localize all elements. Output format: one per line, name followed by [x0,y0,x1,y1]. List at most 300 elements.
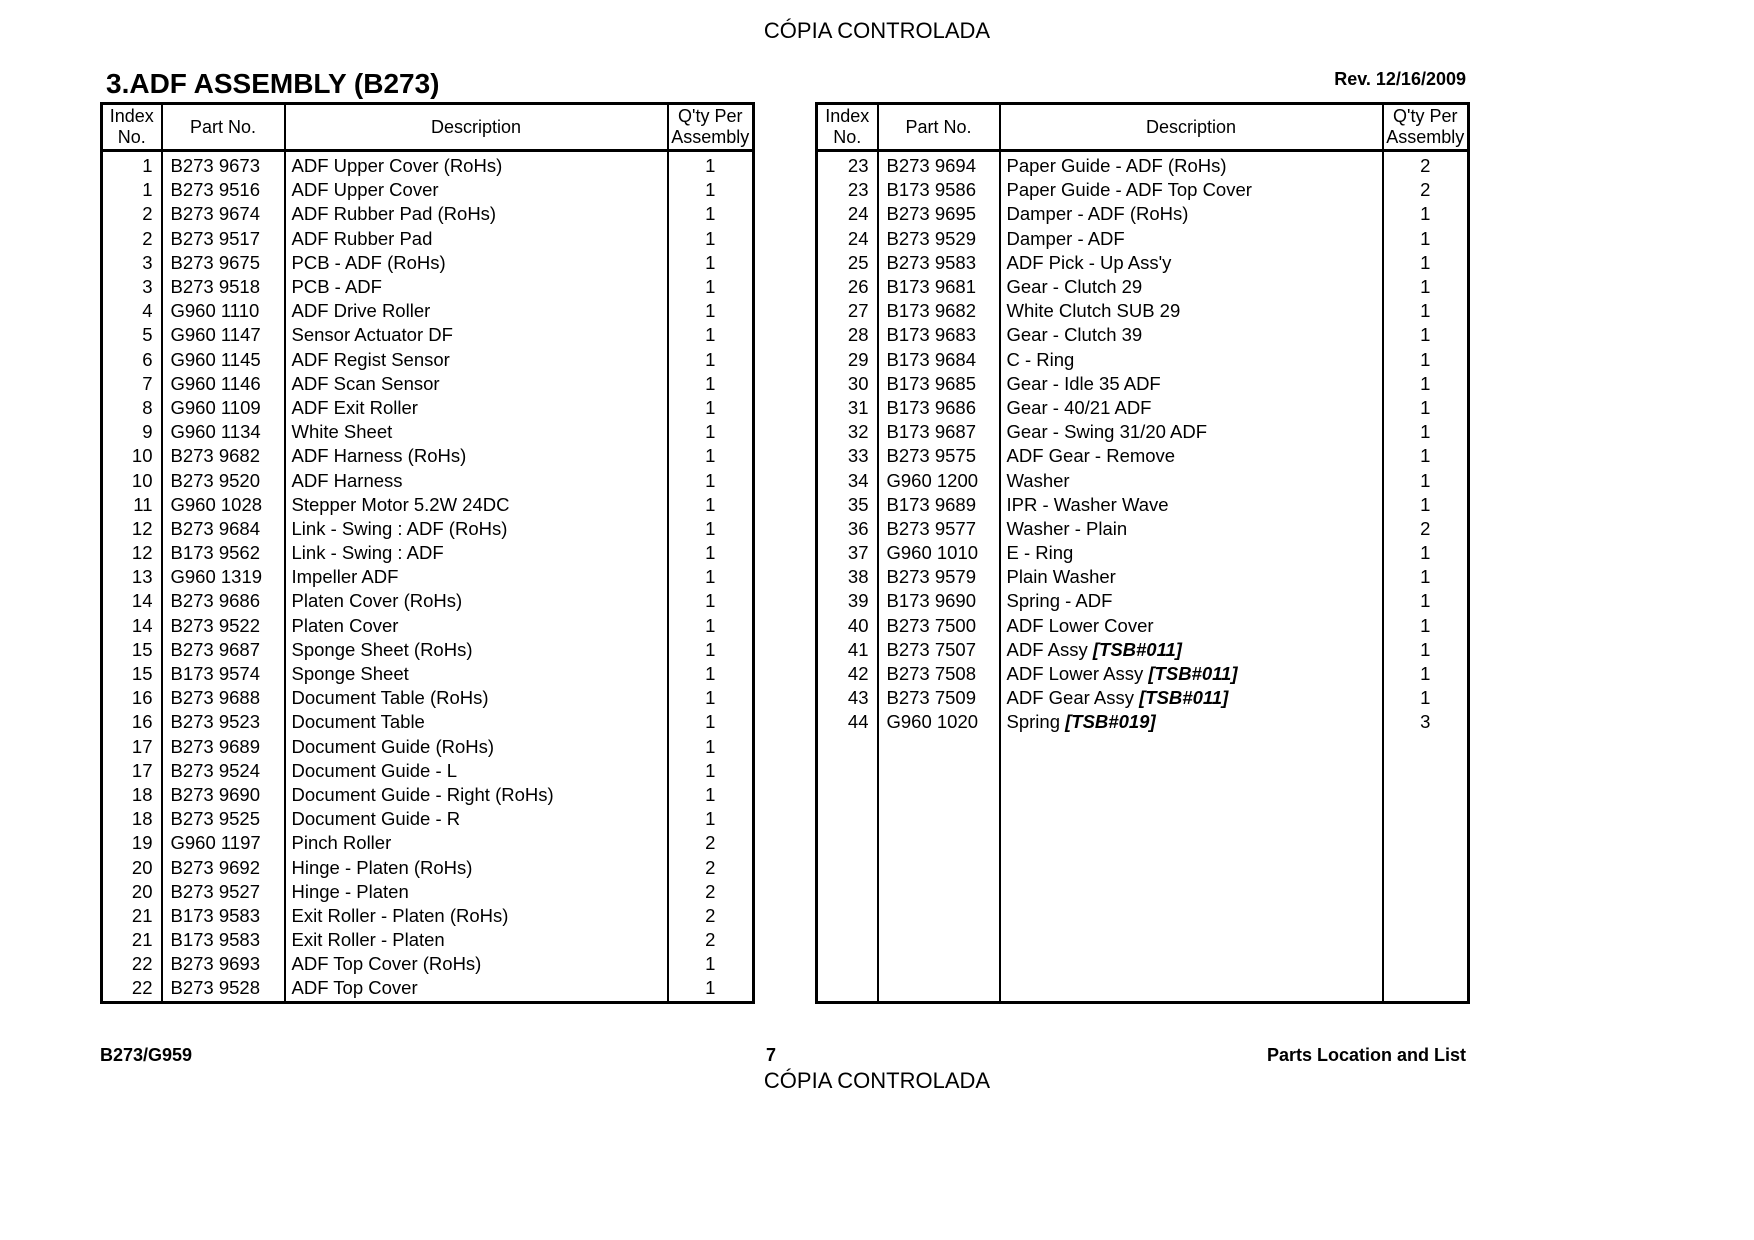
index-cell: 30 [817,372,878,396]
index-cell [817,807,878,831]
footer-model: B273/G959 [100,1045,193,1065]
part-number-cell: B273 7508 [878,662,1000,686]
table-row [102,976,754,1002]
quantity-cell: 1 [668,493,754,517]
index-cell [817,855,878,879]
description-cell [285,735,668,759]
part-number-cell [878,952,1000,976]
description-text: ADF Lower Assy [1006,663,1144,685]
description-cell [1000,420,1383,444]
description-text: Washer - Plain [1006,517,1128,539]
description-text: IPR - Washer Wave [1006,493,1169,515]
description-text: Platen Cover (RoHs) [291,590,463,612]
description-cell [1000,541,1383,565]
index-cell [817,783,878,807]
footer-section-title: Parts Location and List [1266,1045,1466,1065]
table-row [817,275,1469,299]
index-cell [817,976,878,1002]
part-number-cell: G960 1147 [162,323,285,347]
description-cell [1000,759,1383,783]
description-cell [285,710,668,734]
part-number-cell: B273 9690 [162,783,285,807]
table-row [817,614,1469,638]
description-cell [1000,807,1383,831]
quantity-cell: 1 [668,299,754,323]
table-row [817,251,1469,275]
description-text: PCB - ADF [291,276,382,298]
table-row [102,710,754,734]
quantity-cell: 1 [668,686,754,710]
part-number-cell: G960 1146 [162,372,285,396]
description-cell [285,517,668,541]
part-number-cell: G960 1319 [162,565,285,589]
index-cell: 23 [817,151,878,179]
index-cell: 1 [102,151,162,179]
description-cell [1000,904,1383,928]
description-cell [285,904,668,928]
description-cell [285,372,668,396]
part-number-cell: B273 9524 [162,759,285,783]
quantity-cell: 1 [668,251,754,275]
empty-table-row [817,831,1469,855]
index-column-header: Index No. [102,104,162,151]
index-cell: 20 [102,855,162,879]
index-cell: 22 [102,976,162,1002]
table-row [102,372,754,396]
index-cell: 16 [102,686,162,710]
table-row [817,396,1469,420]
quantity-cell: 1 [1383,638,1469,662]
table-row [102,275,754,299]
description-text: Pinch Roller [291,832,392,854]
quantity-cell: 1 [668,444,754,468]
empty-table-row [817,855,1469,879]
description-cell [1000,735,1383,759]
quantity-cell: 2 [1383,517,1469,541]
description-text: Document Table [291,711,425,733]
quantity-cell: 1 [1383,396,1469,420]
part-number-cell: B273 9692 [162,855,285,879]
part-number-cell [878,904,1000,928]
quantity-cell: 1 [668,420,754,444]
index-cell: 3 [102,275,162,299]
table-row [817,227,1469,251]
description-text: Hinge - Platen (RoHs) [291,856,473,878]
description-text: Washer [1006,469,1070,491]
page-title: 3.ADF ASSEMBLY (B273) [106,68,440,99]
quantity-cell [1383,952,1469,976]
description-cell [285,976,668,1002]
empty-table-row [817,904,1469,928]
quantity-cell: 1 [668,348,754,372]
part-number-cell: B273 9575 [878,444,1000,468]
description-cell [1000,299,1383,323]
table-row [102,904,754,928]
quantity-cell: 1 [668,372,754,396]
tsb-reference: [TSB#011] [1148,663,1238,685]
description-text: ADF Rubber Pad (RoHs) [291,203,497,225]
table-row [817,299,1469,323]
quantity-cell: 1 [1383,372,1469,396]
quantity-cell [1383,759,1469,783]
description-text: ADF Harness [291,469,403,491]
table-row [102,928,754,952]
qty-column-header: Q'ty Per Assembly [1383,104,1469,151]
index-cell: 3 [102,251,162,275]
description-cell [285,952,668,976]
index-column-header: Index No. [817,104,878,151]
quantity-cell: 2 [668,904,754,928]
quantity-cell: 1 [668,565,754,589]
description-text: Sensor Actuator DF [291,324,453,346]
part-number-cell: B273 9688 [162,686,285,710]
quantity-cell: 1 [1383,348,1469,372]
description-cell [1000,517,1383,541]
part-number-cell: B273 9682 [162,444,285,468]
description-cell [285,759,668,783]
index-cell: 17 [102,759,162,783]
table-row [102,202,754,226]
part-number-cell: B173 9574 [162,662,285,686]
description-cell [1000,565,1383,589]
part-number-cell: B173 9685 [878,372,1000,396]
description-cell [1000,468,1383,492]
quantity-cell: 1 [668,976,754,1002]
index-cell: 15 [102,662,162,686]
quantity-cell [1383,735,1469,759]
table-row [817,444,1469,468]
description-text: ADF Scan Sensor [291,372,440,394]
description-cell [285,662,668,686]
description-cell [285,589,668,613]
part-number-cell: G960 1109 [162,396,285,420]
table-row [102,783,754,807]
table-row [102,880,754,904]
description-text: Sponge Sheet [291,663,409,685]
part-number-cell: B273 9695 [878,202,1000,226]
description-cell [285,202,668,226]
index-cell: 14 [102,589,162,613]
description-text: Document Guide (RoHs) [291,735,495,757]
index-cell: 35 [817,493,878,517]
empty-table-row [817,880,1469,904]
description-text: ADF Top Cover [291,977,418,999]
description-cell [285,251,668,275]
quantity-cell: 2 [1383,151,1469,179]
table-row [102,614,754,638]
description-text: Document Guide - Right (RoHs) [291,783,554,805]
tsb-reference: [TSB#019] [1065,711,1156,733]
table-row [102,589,754,613]
part-number-cell: B273 9527 [162,880,285,904]
part-number-cell: B273 9675 [162,251,285,275]
index-cell: 16 [102,710,162,734]
quantity-cell [1383,976,1469,1002]
part-number-cell [878,855,1000,879]
part-number-cell [878,831,1000,855]
description-text: Gear - Clutch 29 [1006,276,1143,298]
parts-table-right-body [817,151,1469,1003]
description-cell [285,299,668,323]
quantity-cell: 1 [668,178,754,202]
quantity-cell: 1 [668,952,754,976]
table-row [102,565,754,589]
part-number-cell: B273 9518 [162,275,285,299]
index-cell: 5 [102,323,162,347]
quantity-cell: 2 [1383,178,1469,202]
description-cell [1000,638,1383,662]
description-cell [1000,251,1383,275]
description-cell [285,686,668,710]
quantity-cell: 1 [668,614,754,638]
part-number-cell: G960 1010 [878,541,1000,565]
part-number-cell: B273 7507 [878,638,1000,662]
description-cell [1000,928,1383,952]
part-number-cell: B173 9562 [162,541,285,565]
index-cell: 14 [102,614,162,638]
part-number-cell: B173 9583 [162,904,285,928]
part-number-cell: G960 1110 [162,299,285,323]
description-text: ADF Regist Sensor [291,348,450,370]
quantity-cell: 1 [668,589,754,613]
index-cell [817,928,878,952]
quantity-cell: 1 [668,275,754,299]
table-row [102,178,754,202]
description-cell [1000,227,1383,251]
quantity-cell: 1 [668,202,754,226]
description-text: Damper - ADF [1006,227,1125,249]
part-number-cell: B273 9525 [162,807,285,831]
table-row [102,541,754,565]
description-text: Gear - Swing 31/20 ADF [1006,421,1208,443]
quantity-cell [1383,880,1469,904]
table-row [817,517,1469,541]
description-cell [285,275,668,299]
description-text: White Sheet [291,421,393,443]
description-cell [1000,348,1383,372]
quantity-cell: 1 [1383,589,1469,613]
quantity-cell: 1 [1383,565,1469,589]
index-cell: 6 [102,348,162,372]
description-cell [285,638,668,662]
description-text: Exit Roller - Platen [291,929,445,951]
part-number-cell: B273 7509 [878,686,1000,710]
description-text: Link - Swing : ADF (RoHs) [291,517,508,539]
table-row [102,735,754,759]
quantity-cell: 1 [668,151,754,179]
quantity-cell: 1 [668,323,754,347]
description-text: Document Guide - L [291,759,458,781]
description-cell [1000,686,1383,710]
description-cell [1000,831,1383,855]
description-text: Paper Guide - ADF Top Cover [1006,179,1252,201]
table-row [102,807,754,831]
description-cell [285,614,668,638]
table-row [102,396,754,420]
part-number-cell: B273 9694 [878,151,1000,179]
index-cell: 32 [817,420,878,444]
description-text: Sponge Sheet (RoHs) [291,638,473,660]
description-column-header: Description [1000,104,1383,151]
index-cell: 40 [817,614,878,638]
table-row [817,541,1469,565]
description-text: Hinge - Platen [291,880,409,902]
description-text: C - Ring [1006,348,1075,370]
controlled-copy-header: CÓPIA CONTROLADA [763,18,991,43]
table-row [102,686,754,710]
index-cell: 4 [102,299,162,323]
part-number-cell: G960 1145 [162,348,285,372]
index-cell: 36 [817,517,878,541]
quantity-cell: 2 [668,831,754,855]
index-cell: 1 [102,178,162,202]
description-cell [285,493,668,517]
table-row [102,323,754,347]
description-text: ADF Harness (RoHs) [291,445,467,467]
part-no-column-header: Part No. [878,104,1000,151]
part-number-cell: B173 9687 [878,420,1000,444]
description-text: Document Table (RoHs) [291,687,489,709]
table-row [102,493,754,517]
part-number-cell: B173 9689 [878,493,1000,517]
description-text: E - Ring [1006,542,1074,564]
part-number-cell: B173 9690 [878,589,1000,613]
index-cell: 11 [102,493,162,517]
part-number-cell: B273 9687 [162,638,285,662]
description-text: ADF Rubber Pad [291,227,433,249]
index-cell: 24 [817,227,878,251]
part-number-cell: B173 9682 [878,299,1000,323]
index-cell: 10 [102,468,162,492]
table-row [102,420,754,444]
quantity-cell: 1 [668,517,754,541]
description-text: Link - Swing : ADF [291,542,444,564]
quantity-cell [1383,783,1469,807]
part-no-column-header: Part No. [162,104,285,151]
part-number-cell [878,735,1000,759]
description-cell [1000,662,1383,686]
quantity-cell: 1 [668,541,754,565]
empty-table-row [817,735,1469,759]
part-number-cell: G960 1028 [162,493,285,517]
empty-table-row [817,952,1469,976]
part-number-cell: B273 9522 [162,614,285,638]
quantity-cell [1383,807,1469,831]
quantity-cell: 1 [1383,323,1469,347]
description-text: Gear - Clutch 39 [1006,324,1143,346]
tsb-reference: [TSB#011] [1092,638,1182,660]
description-cell [285,151,668,179]
quantity-cell: 1 [1383,614,1469,638]
part-number-cell: B273 9674 [162,202,285,226]
quantity-cell: 1 [1383,541,1469,565]
description-text: Platen Cover [291,614,399,636]
quantity-cell: 1 [668,735,754,759]
table-row [102,855,754,879]
index-cell: 10 [102,444,162,468]
table-row [817,348,1469,372]
revision-date: Rev. 12/16/2009 [1334,69,1466,89]
index-cell: 24 [817,202,878,226]
description-cell [1000,323,1383,347]
description-text: Spring - ADF [1006,590,1113,612]
description-cell [285,783,668,807]
part-number-cell: B173 9684 [878,348,1000,372]
part-number-cell [878,928,1000,952]
table-row [817,638,1469,662]
part-number-cell: B273 9520 [162,468,285,492]
quantity-cell: 1 [668,396,754,420]
index-cell: 26 [817,275,878,299]
description-text: Plain Washer [1006,566,1116,588]
quantity-cell: 1 [1383,662,1469,686]
quantity-cell: 1 [1383,227,1469,251]
table-row [817,420,1469,444]
description-text: ADF Drive Roller [291,300,431,322]
index-cell [817,759,878,783]
description-cell [1000,783,1383,807]
part-number-cell: B173 9681 [878,275,1000,299]
quantity-cell: 1 [668,468,754,492]
table-row [102,662,754,686]
quantity-cell: 1 [1383,251,1469,275]
table-row [817,468,1469,492]
description-text: ADF Top Cover (RoHs) [291,953,482,975]
index-cell: 12 [102,517,162,541]
table-row [102,952,754,976]
index-cell: 31 [817,396,878,420]
index-cell [817,904,878,928]
description-text: ADF Gear Assy [1006,687,1134,709]
part-number-cell: B273 9516 [162,178,285,202]
table-row [817,151,1469,179]
table-row [817,202,1469,226]
index-cell: 42 [817,662,878,686]
description-cell [285,880,668,904]
description-text: Impeller ADF [291,566,399,588]
index-cell: 18 [102,807,162,831]
index-cell [817,735,878,759]
index-cell: 13 [102,565,162,589]
part-number-cell: B273 9579 [878,565,1000,589]
description-text: ADF Lower Cover [1006,614,1154,636]
table-row [102,468,754,492]
table-row [817,493,1469,517]
page-number: 7 [765,1045,776,1065]
description-cell [285,831,668,855]
table-row [817,565,1469,589]
index-cell: 27 [817,299,878,323]
quantity-cell [1383,831,1469,855]
description-text: Document Guide - R [291,808,461,830]
description-cell [1000,444,1383,468]
quantity-cell: 1 [668,638,754,662]
index-cell: 34 [817,468,878,492]
description-cell [1000,202,1383,226]
quantity-cell: 1 [1383,686,1469,710]
qty-column-header: Q'ty Per Assembly [668,104,754,151]
index-cell: 25 [817,251,878,275]
quantity-cell: 1 [1383,299,1469,323]
description-cell [285,541,668,565]
part-number-cell: B273 9689 [162,735,285,759]
controlled-copy-footer: CÓPIA CONTROLADA [763,1068,991,1093]
description-cell [1000,880,1383,904]
table-row [817,710,1469,734]
description-cell [285,396,668,420]
description-text: Spring [1006,711,1060,733]
description-text: ADF Pick - Up Ass'y [1006,251,1172,273]
